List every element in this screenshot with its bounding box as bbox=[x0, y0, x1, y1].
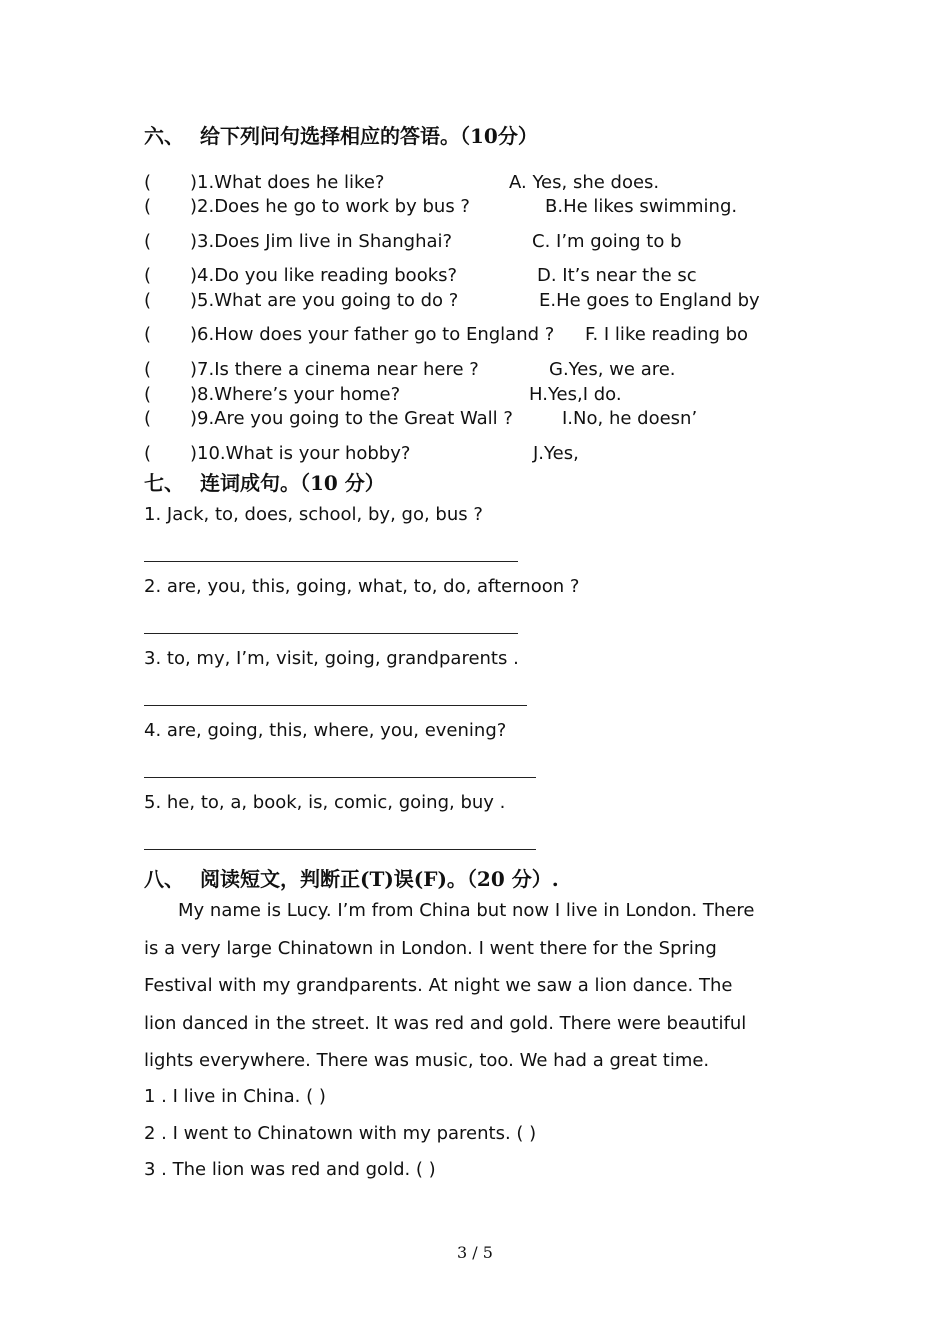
answer-line[interactable] bbox=[144, 849, 536, 850]
matching-answer: H.Yes,I do. bbox=[529, 384, 622, 405]
matching-question: )7.Is there a cinema near here ? bbox=[190, 359, 479, 380]
matching-question: )2.Does he go to work by bus ? bbox=[190, 196, 470, 217]
matching-answer: E.He goes to England by bbox=[539, 290, 760, 311]
word-order-item: 3. to, my, I’m, visit, going, grandparents . bbox=[144, 648, 519, 669]
passage-line: My name is Lucy. I’m from China but now I live in London. There bbox=[178, 900, 755, 921]
answer-line[interactable] bbox=[144, 561, 518, 562]
word-order-item: 2. are, you, this, going, what, to, do, afternoon ? bbox=[144, 576, 580, 597]
page-number: 3 / 5 bbox=[457, 1243, 493, 1262]
section-7-title: 连词成句。（10 分） bbox=[200, 471, 385, 495]
true-false-question: 1 . I live in China. ( ) bbox=[144, 1086, 326, 1107]
answer-paren: ( bbox=[144, 290, 152, 311]
matching-question: )6.How does your father go to England ? bbox=[190, 324, 555, 345]
section-8-heading bbox=[144, 863, 559, 892]
matching-answer: B.He likes swimming. bbox=[545, 196, 738, 217]
matching-answer: I.No, he doesn’ bbox=[562, 408, 698, 429]
section-8-title: 阅读短文，判断正(T)误(F)。（20 分）. bbox=[200, 867, 559, 891]
matching-answer: C. I’m going to b bbox=[532, 231, 682, 252]
matching-question: )4.Do you like reading books? bbox=[190, 265, 458, 286]
matching-question: )10.What is your hobby? bbox=[190, 443, 411, 464]
word-order-item: 5. he, to, a, book, is, comic, going, buy . bbox=[144, 792, 506, 813]
answer-line[interactable] bbox=[144, 705, 527, 706]
matching-answer: F. I like reading bo bbox=[585, 324, 749, 345]
section-6-number: 六、 bbox=[144, 124, 184, 148]
matching-question: )1.What does he like? bbox=[190, 172, 385, 193]
answer-paren: ( bbox=[144, 443, 152, 464]
answer-paren: ( bbox=[144, 265, 152, 286]
word-order-item: 4. are, going, this, where, you, evening? bbox=[144, 720, 507, 741]
true-false-question: 2 . I went to Chinatown with my parents. ( ) bbox=[144, 1123, 537, 1144]
word-order-item: 1. Jack, to, does, school, by, go, bus ? bbox=[144, 504, 483, 525]
passage-line: lion danced in the street. It was red and gold. There were beautiful bbox=[144, 1013, 747, 1034]
passage-line: lights everywhere. There was music, too. We had a great time. bbox=[144, 1050, 710, 1071]
passage-line: is a very large Chinatown in London. I went there for the Spring bbox=[144, 938, 717, 959]
matching-question: )5.What are you going to do ? bbox=[190, 290, 459, 311]
section-6-heading bbox=[144, 120, 538, 149]
answer-paren: ( bbox=[144, 196, 152, 217]
answer-paren: ( bbox=[144, 231, 152, 252]
matching-answer: J.Yes, bbox=[533, 443, 579, 464]
passage-line: Festival with my grandparents. At night we saw a lion dance. The bbox=[144, 975, 733, 996]
matching-question: )8.Where’s your home? bbox=[190, 384, 401, 405]
section-7-heading bbox=[144, 467, 385, 496]
answer-line[interactable] bbox=[144, 777, 536, 778]
matching-answer: G.Yes, we are. bbox=[549, 359, 676, 380]
answer-paren: ( bbox=[144, 324, 152, 345]
answer-paren: ( bbox=[144, 384, 152, 405]
matching-question: )9.Are you going to the Great Wall ? bbox=[190, 408, 513, 429]
matching-question: )3.Does Jim live in Shanghai? bbox=[190, 231, 453, 252]
answer-paren: ( bbox=[144, 408, 152, 429]
answer-line[interactable] bbox=[144, 633, 518, 634]
section-6-title: 给下列问句选择相应的答语。（10分） bbox=[200, 124, 538, 148]
section-8-number: 八、 bbox=[144, 867, 184, 891]
true-false-question: 3 . The lion was red and gold. ( ) bbox=[144, 1159, 436, 1180]
answer-paren: ( bbox=[144, 172, 152, 193]
section-7-number: 七、 bbox=[144, 471, 184, 495]
answer-paren: ( bbox=[144, 359, 152, 380]
matching-answer: D. It’s near the sc bbox=[537, 265, 697, 286]
matching-answer: A. Yes, she does. bbox=[509, 172, 660, 193]
